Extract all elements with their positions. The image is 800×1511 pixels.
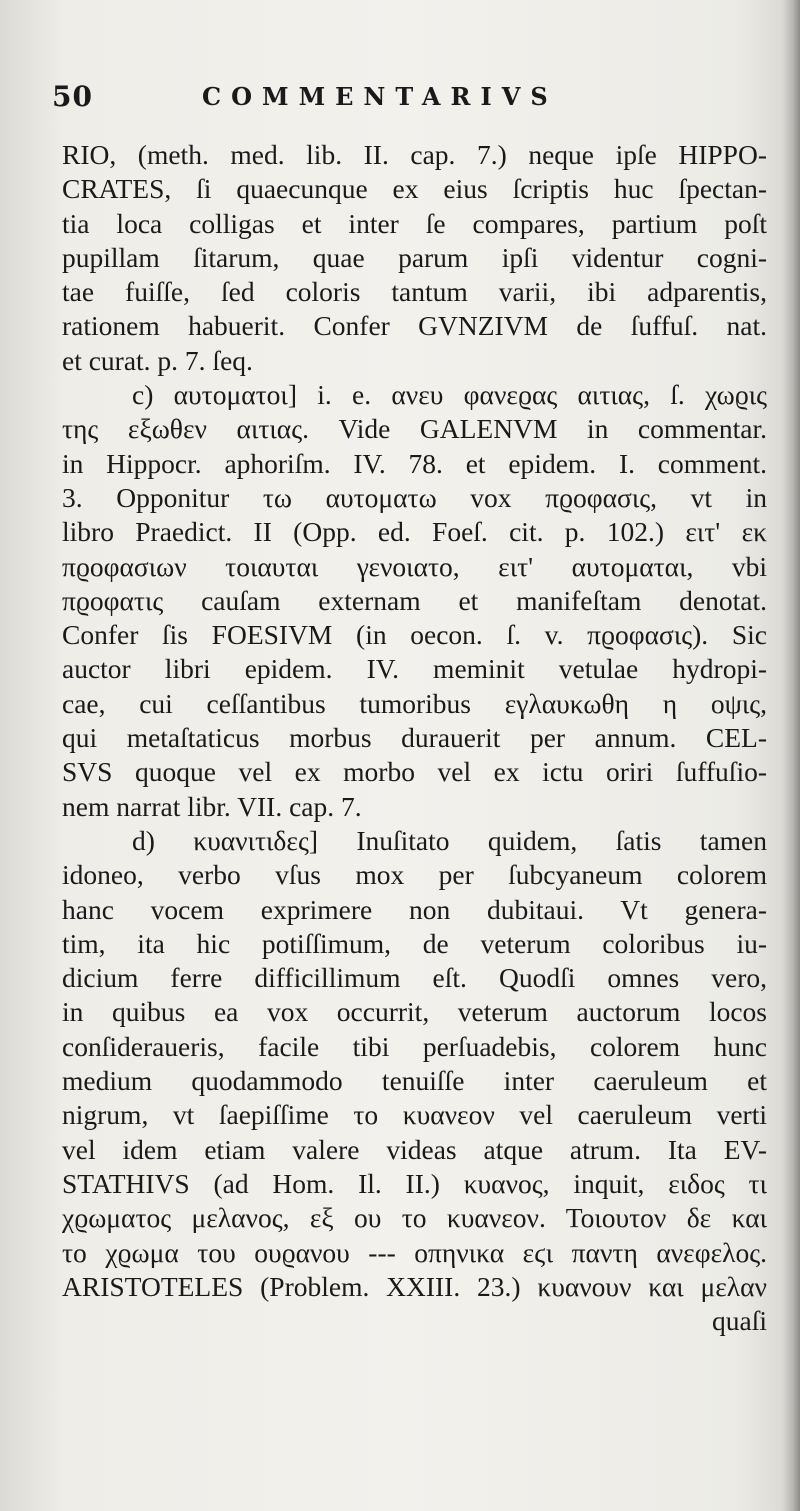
text-line: της εξωθεν αιτιας. Vide GALENVM in commentar. bbox=[62, 413, 767, 445]
text-line: pupillam ſitarum, quae parum ipſi videntur cogni- bbox=[62, 241, 767, 273]
text-line: medium quodammodo tenuiſſe inter caeruleum et bbox=[62, 1065, 767, 1097]
text-line: dicium ferre difficillimum eſt. Quodſi omnes vero, bbox=[62, 962, 767, 994]
text-line: vel idem etiam valere videas atque atrum. Ita EV- bbox=[62, 1133, 767, 1165]
text-line: auctor libri epidem. IV. meminit vetulae hydropi- bbox=[62, 653, 767, 685]
text-line: hanc vocem exprimere non dubitaui. Vt genera- bbox=[62, 893, 767, 925]
note-d-first-line: d) κυανιτιδες] Inuſitato quidem, ſatis tamen bbox=[132, 824, 767, 856]
page-number: 50 bbox=[52, 80, 93, 113]
text-line: το χϱωμα του ουϱανου --- οπηνικα εϛι παντη ανεφελος. bbox=[62, 1236, 767, 1268]
text-line: conſideraueris, facile tibi perſuadebis, colorem hunc bbox=[62, 1030, 767, 1062]
text-line: χϱωματος μελανος, εξ ου το κυανεον. Τοιουτον δε και bbox=[62, 1202, 767, 1234]
text-line: rationem habuerit. Confer GVNZIVM de ſuffuſ. nat. bbox=[62, 310, 767, 342]
text-line: tae fuiſſe, ſed coloris tantum varii, ibi adparentis, bbox=[62, 276, 767, 308]
text-line: SVS quoque vel ex morbo vel ex ictu oriri ſuffuſio- bbox=[62, 756, 767, 788]
text-line: in Hippocr. aphoriſm. IV. 78. et epidem. I. comment. bbox=[62, 447, 767, 479]
text-line: Confer ſis FOESIVM (in oecon. ſ. v. πϱοφασις). Sic bbox=[62, 619, 767, 651]
text-line: ARISTOTELES (Problem. XXIII. 23.) κυανουν και μελαν bbox=[62, 1270, 767, 1302]
running-head: COMMENTARIVS bbox=[202, 82, 558, 111]
text-line: STATHIVS (ad Hom. Il. II.) κυανος, inquit, ειδος τι bbox=[62, 1167, 767, 1199]
text-line: 3. Opponitur τω αυτοματω vox πϱοφασις, vt in bbox=[62, 481, 767, 513]
text-line: tim, ita hic potiſſimum, de veterum coloribus iu- bbox=[62, 927, 767, 959]
note-c-first-line: c) αυτοματοι] i. e. ανευ φανεϱας αιτιας, ſ. χωϱις bbox=[132, 379, 767, 411]
text-line: nigrum, vt ſaepiſſime το κυανεον vel caeruleum verti bbox=[62, 1099, 767, 1131]
text-line: et curat. p. 7. ſeq. bbox=[62, 344, 253, 376]
page-edge-shadow bbox=[782, 0, 800, 1511]
page-header bbox=[52, 80, 772, 120]
text-line: in quibus ea vox occurrit, veterum auctorum locos bbox=[62, 996, 767, 1028]
text-line: πϱοφασιων τοιαυται γενοιατο, ειτ' αυτομαται, vbi bbox=[62, 550, 767, 582]
body-text bbox=[62, 138, 767, 1338]
text-line: cae, cui ceſſantibus tumoribus εγλαυκωθη η οψις, bbox=[62, 687, 767, 719]
text-line: libro Praedict. II (Opp. ed. Foeſ. cit. p. 102.) ειτ' εκ bbox=[62, 516, 767, 548]
text-line: RIO, (meth. med. lib. II. cap. 7.) neque ipſe HIPPO- bbox=[62, 139, 767, 170]
catchword: quaſi bbox=[712, 1305, 767, 1337]
text-line: idoneo, verbo vſus mox per ſubcyaneum colorem bbox=[62, 859, 767, 891]
text-line: nem narrat libr. VII. cap. 7. bbox=[62, 790, 362, 822]
text-line: CRATES, ſi quaecunque ex eius ſcriptis huc ſpectan- bbox=[62, 173, 767, 205]
text-line: qui metaſtaticus morbus durauerit per annum. CEL- bbox=[62, 722, 767, 754]
text-line: tia loca colligas et inter ſe compares, partium poſt bbox=[62, 207, 767, 239]
text-line: πϱοφατις cauſam externam et manifeſtam denotat. bbox=[62, 584, 767, 616]
